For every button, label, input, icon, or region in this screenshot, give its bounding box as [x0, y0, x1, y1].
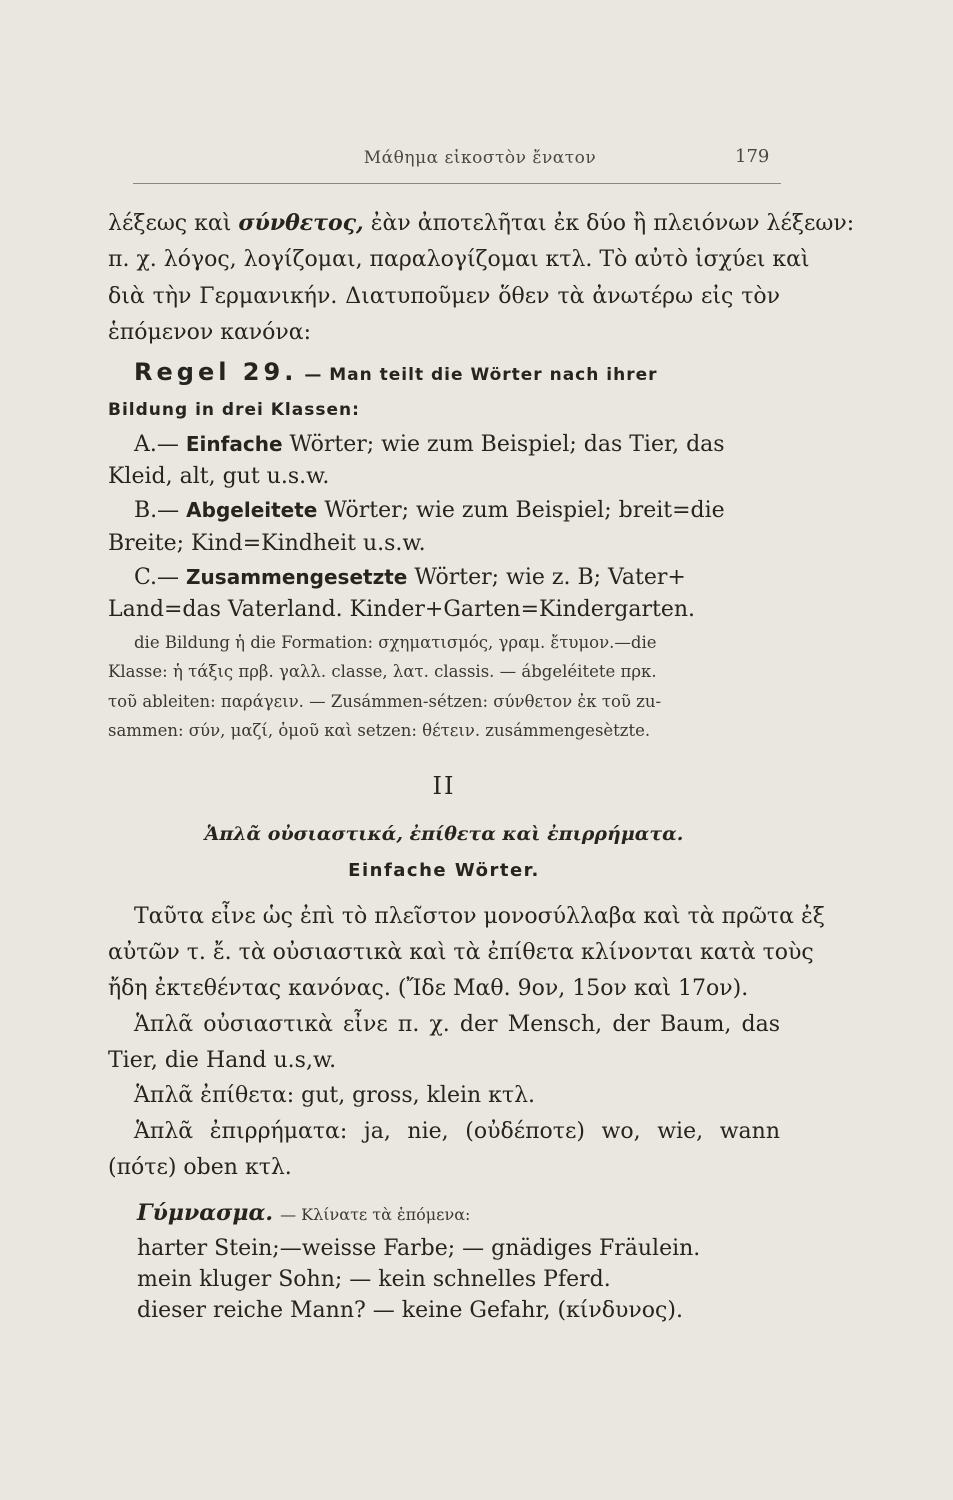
class-c-line-1 [134, 563, 780, 592]
body-line-5: Tier, die Hand u.s,w. [108, 1048, 337, 1073]
term-synthetos: σύνθετος, [238, 210, 364, 236]
class-c-term: Zusammengesetzte [186, 565, 408, 589]
header-rule [133, 183, 781, 184]
body-line-3: ἤδη ἐκτεθέντας κανόνας. (Ἴδε Μαθ. 9ον, 15ον καὶ 17ον). [108, 976, 749, 1001]
rule-text-line-2: Bildung in drei Klassen: [108, 400, 360, 420]
body-line-2: αὐτῶν τ. ἔ. τὰ οὐσιαστικὰ καὶ τὰ ἐπίθετα κλίνονται κατὰ τοὺς [108, 940, 814, 965]
body-line-7: Ἁπλᾶ ἐπιρρήματα: ja, nie, (οὐδέποτε) wo, wie, wann [134, 1119, 780, 1144]
rule-text-line-2-row [108, 395, 780, 424]
note-line-3: τοῦ ableiten: παράγειν. — Zusámmen-sétzen: σύνθετον ἐκ τοῦ zu- [108, 692, 662, 711]
intro-line-2: π. χ. λόγος, λογίζομαι, παραλογίζομαι κτλ. Τὸ αὐτὸ ἰσχύει καὶ [108, 247, 810, 272]
body-line-1: Ταῦτα εἶνε ὡς ἐπὶ τὸ πλεῖστον μονοσύλλαβα καὶ τὰ πρῶτα ἐξ [134, 904, 825, 929]
section-german-title: Einfache Wörter. [348, 860, 540, 881]
page-number: 179 [735, 146, 770, 167]
intro-line-1-b: ἐὰν ἀποτελῆται ἐκ δύο ἢ πλειόνων λέξεων: [370, 211, 855, 236]
rule-heading [134, 358, 780, 389]
exercise-line-1: harter Stein;—weisse Farbe; — gnädiges Fräulein. [137, 1236, 701, 1261]
exercise-line-2: mein kluger Sohn; — kein schnelles Pferd. [137, 1267, 611, 1292]
intro-line-1 [108, 209, 855, 238]
class-b-line-1 [134, 496, 780, 525]
note-line-4: sammen: σύν, μαζί, ὁμοῦ καὶ setzen: θέτειν. zusámmengesètzte. [108, 721, 651, 740]
exercise-heading [137, 1199, 777, 1228]
intro-line-4: ἑπόμενον κανόνα: [108, 320, 312, 345]
class-a-rest: Wörter; wie zum Beispiel; das Tier, das [289, 432, 725, 457]
exercise-instruction: — Κλίνατε τὰ ἑπόμενα: [280, 1205, 471, 1224]
body-line-6: Ἁπλᾶ ἐπίθετα: gut, gross, klein κτλ. [134, 1083, 536, 1108]
section-number: II [432, 772, 456, 800]
class-a-line-1 [134, 430, 780, 459]
intro-line-3: διὰ τὴν Γερμανικήν. Διατυποῦμεν ὅθεν τὰ ἀνωτέρω εἰς τὸν [108, 284, 780, 309]
intro-line-1-a: λέξεως καὶ [108, 211, 232, 236]
running-header-title: Μάθημα εἰκοστὸν ἔνατον [363, 148, 597, 168]
class-a-line-2: Kleid, alt, gut u.s.w. [108, 464, 330, 489]
class-b-term: Abgeleitete [186, 498, 318, 522]
class-c-line-2: Land=das Vaterland. Kinder+Garten=Kindergarten. [108, 597, 696, 622]
class-c-rest: Wörter; wie z. B; Vater+ [414, 565, 686, 590]
body-line-4: Ἁπλᾶ οὐσιαστικὰ εἶνε π. χ. der Mensch, der Baum, das [134, 1012, 780, 1037]
class-b-line-2: Breite; Kind=Kindheit u.s.w. [108, 531, 426, 556]
class-c-marker: C.— [134, 565, 180, 590]
body-line-8: (πότε) oben κτλ. [108, 1155, 292, 1180]
exercise-line-3: dieser reiche Mann? — keine Gefahr, (κίνδυνος). [137, 1298, 683, 1323]
note-line-2: Klasse: ἡ τάξις πρβ. γαλλ. classe, λατ. classis. — ábgeléitete πρκ. [108, 662, 657, 681]
rule-text-line-1: — Man teilt die Wörter nach ihrer [304, 365, 658, 385]
class-b-rest: Wörter; wie zum Beispiel; breit=die [324, 498, 725, 523]
class-a-marker: A.— [134, 432, 179, 457]
rule-label: Regel 29. [134, 358, 298, 386]
exercise-label: Γύμνασμα. [137, 1200, 274, 1226]
note-line-1: die Bildung ἡ die Formation: σχηματισμός, γραμ. ἔτυμον.—die [134, 633, 657, 652]
class-b-marker: B.— [134, 498, 180, 523]
class-a-term: Einfache [185, 432, 283, 456]
section-greek-title: Ἁπλᾶ οὐσιαστικά, ἐπίθετα καὶ ἐπιρρήματα. [204, 823, 684, 845]
